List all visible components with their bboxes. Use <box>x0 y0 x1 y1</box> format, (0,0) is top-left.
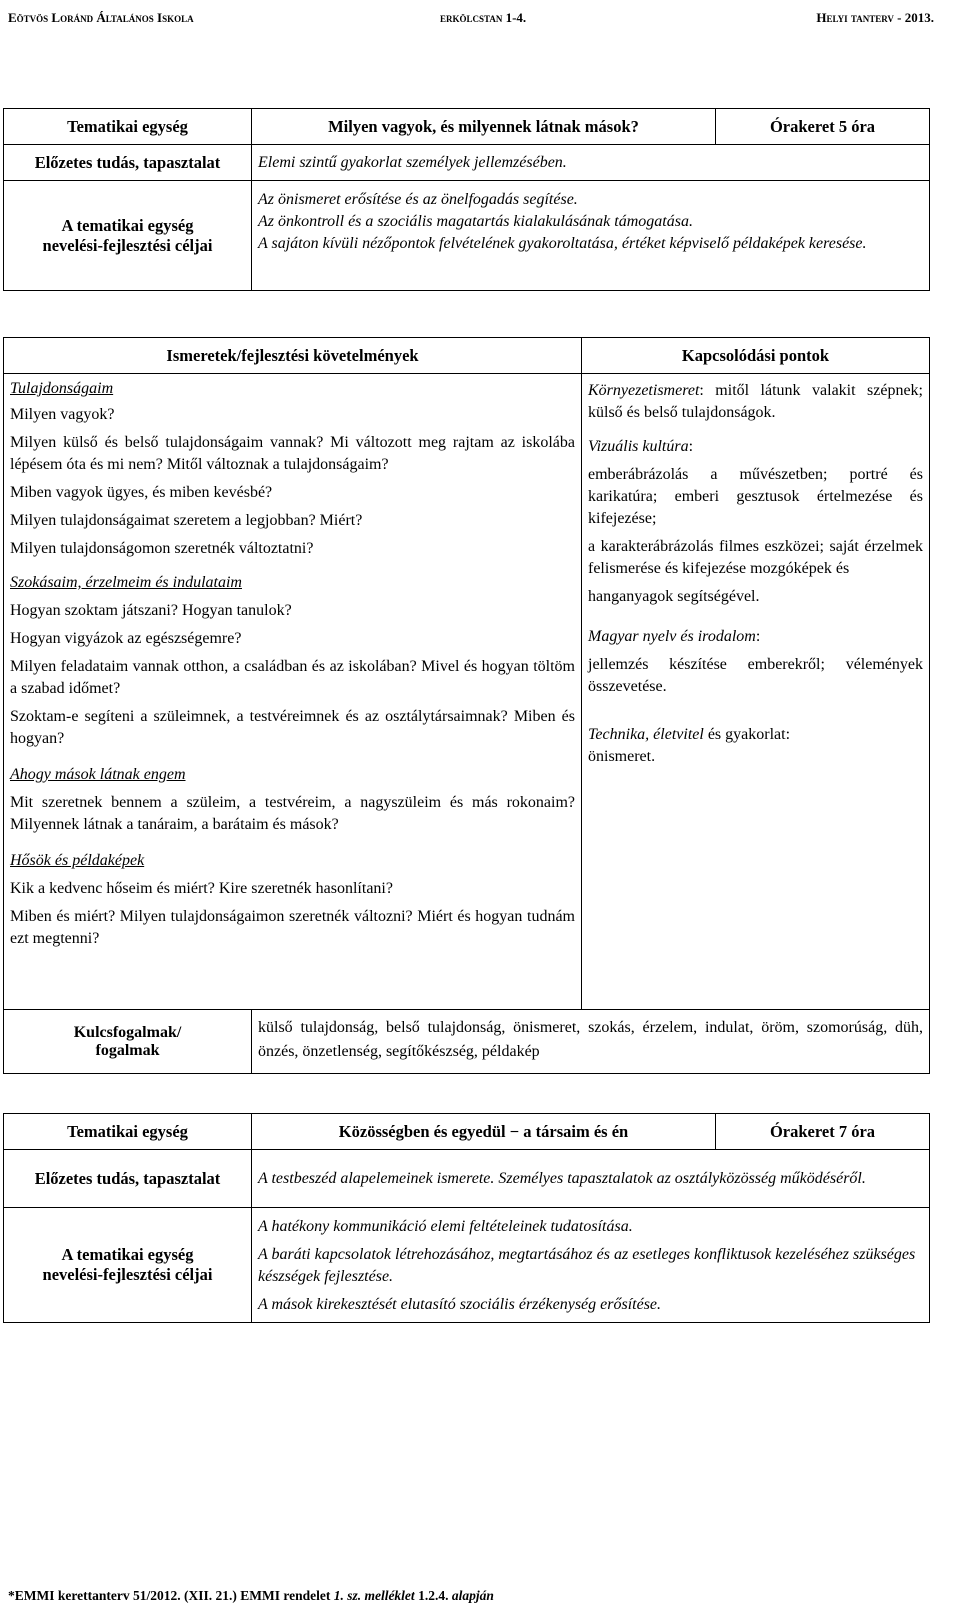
link-detail: emberábrázolás a művészetben; portré és karikatúra; emberi gesztusok értelmezése és kifejezése; <box>588 466 923 527</box>
list-item: Milyen külső és belső tulajdonságaim vannak? Mi változott meg rajtam az iskolába lépésem óta és mi nem? Mitől változnak a tulajdonságaim? <box>10 434 575 473</box>
link-detail: önismeret. <box>588 748 656 765</box>
unit1-keywords-label: Kulcsfogalmak/ fogalmak <box>4 1010 252 1074</box>
unit1-title: Milyen vagyok, és milyennek látnak mások? <box>252 109 716 145</box>
list-item: Hogyan vigyázok az egészségemre? <box>10 630 242 647</box>
unit1-goals <box>252 181 930 291</box>
unit1-goal-2: Az önkontroll és a szociális magatartás kialakulásának támogatása. <box>258 213 693 230</box>
unit2-goals-label: A tematikai egység nevelési-fejlesztési céljai <box>4 1208 252 1323</box>
list-item: Milyen vagyok? <box>10 406 115 423</box>
header-school: Eötvös Loránd Általános Iskola <box>8 10 194 25</box>
unit1-goal-1: Az önismeret erősítése és az önelfogadás segítése. <box>258 191 578 208</box>
unit2-title: Közösségben és egyedül − a társaim és én <box>252 1114 716 1150</box>
page-header <box>8 6 940 30</box>
unit1-header-table <box>3 108 930 291</box>
list-item: Szoktam-e segíteni a szüleimnek, a testvéreimnek és az osztálytársaimnak? Miben és hogyan? <box>10 708 575 747</box>
section-title-tulajdonsagaim: Tulajdonságaim <box>10 380 114 397</box>
unit1-req-header: Ismeretek/fejlesztési követelmények <box>4 338 582 374</box>
unit1-goal-3: A sajáton kívüli nézőpontok felvételének gyakoroltatása, értéket képviselő példaképek keresése. <box>258 235 867 252</box>
section-title-ahogy-masok: Ahogy mások látnak engem <box>10 766 186 783</box>
list-item: Kik a kedvenc hőseim és miért? Kire szeretnék hasonlítani? <box>10 880 393 897</box>
link-item: Technika, életvitel és gyakorlat: <box>588 726 791 743</box>
link-detail: jellemzés készítése emberekről; vélemények összevetése. <box>588 656 923 695</box>
list-item: Mit szeretnek bennem a szüleim, a testvéreim, a nagyszüleim és más rokonaim? Milyennek látnak a tanáraim, a barátaim és mások? <box>10 794 575 833</box>
link-subject: Technika, életvitel <box>588 726 704 743</box>
section-title-szokasaim: Szokásaim, érzelmeim és indulataim <box>10 574 242 591</box>
list-item: Milyen tulajdonságomon szeretnék változtatni? <box>10 540 314 557</box>
unit2-goal-1: A hatékony kommunikáció elemi feltételeinek tudatosítása. <box>258 1218 633 1235</box>
link-subject: Környezetismeret <box>588 382 700 399</box>
unit1-prior-text: Elemi szintű gyakorlat személyek jellemzésében. <box>252 145 930 181</box>
unit1-prior-label: Előzetes tudás, tapasztalat <box>4 145 252 181</box>
unit1-requirements-table <box>3 337 930 1074</box>
unit1-keywords: külső tulajdonság, belső tulajdonság, önismeret, szokás, érzelem, indulat, öröm, szomorúság, düh, önzés, önzetlenség, segítőkészség, példakép <box>252 1010 930 1074</box>
unit2-goal-2: A baráti kapcsolatok létrehozásához, megtartásához és az esetleges konfliktusok kezeléséhez szükséges készségek fejlesztése. <box>258 1246 916 1285</box>
unit2-prior-text: A testbeszéd alapelemeinek ismerete. Személyes tapasztalatok az osztályközösség működéséről. <box>252 1150 930 1208</box>
list-item: Miben vagyok ügyes, és miben kevésbé? <box>10 484 273 501</box>
unit1-requirements <box>4 374 582 1010</box>
link-item: Környezetismeret: mitől látunk valakit szépnek; külső és belső tulajdonságok. <box>588 382 923 421</box>
unit1-goals-label-line2: nevelési-fejlesztési céljai <box>42 235 213 255</box>
link-item: Vizuális kultúra: <box>588 438 694 455</box>
link-subject: Magyar nyelv és irodalom <box>588 628 756 645</box>
link-item: Magyar nyelv és irodalom: <box>588 628 761 645</box>
header-curriculum: Helyi tanterv - 2013. <box>816 10 934 25</box>
unit2-unit-label: Tematikai egység <box>4 1114 252 1150</box>
unit2-goals <box>252 1208 930 1323</box>
unit2-goal-3: A mások kirekesztését elutasító szociális érzékenység erősítése. <box>258 1296 662 1313</box>
unit1-goals-label <box>4 181 252 291</box>
list-item: Milyen tulajdonságaimat szeretem a legjobban? Miért? <box>10 512 363 529</box>
link-subject: Vizuális kultúra <box>588 438 689 455</box>
link-detail: a karakterábrázolás filmes eszközei; saját érzelmek felismerése és kifejezése mozgóképek és <box>588 538 923 577</box>
unit2-hours: Órakeret 7 óra <box>716 1114 930 1150</box>
list-item: Hogyan szoktam játszani? Hogyan tanulok? <box>10 602 292 619</box>
unit1-links-header: Kapcsolódási pontok <box>582 338 930 374</box>
header-subject: erkölcstan 1-4. <box>440 10 527 25</box>
page-footer: *EMMI kerettanterv 51/2012. (XII. 21.) EMMI rendelet 1. sz. melléklet 1.2.4. alapján <box>8 1588 494 1603</box>
unit2-prior-label: Előzetes tudás, tapasztalat <box>4 1150 252 1208</box>
list-item: Milyen feladataim vannak otthon, a családban és az iskolában? Mivel és hogyan töltöm a szabad időmet? <box>10 658 575 697</box>
unit1-hours: Órakeret 5 óra <box>716 109 930 145</box>
unit2-header-table <box>3 1113 930 1323</box>
unit1-unit-label: Tematikai egység <box>4 109 252 145</box>
list-item: Miben és miért? Milyen tulajdonságaimon szeretnék változni? Miért és hogyan tudnám ezt megtenni? <box>10 908 575 947</box>
section-title-hosok: Hősök és példaképek <box>10 852 145 869</box>
unit1-goals-label-line1: A tematikai egység <box>61 215 194 235</box>
unit1-links <box>582 374 930 1010</box>
link-detail: hanganyagok segítségével. <box>588 588 760 605</box>
